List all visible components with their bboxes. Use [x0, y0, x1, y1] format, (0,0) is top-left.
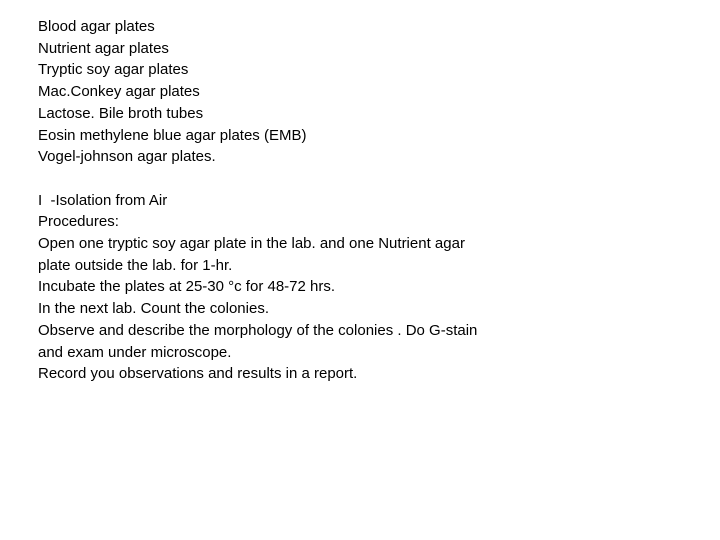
procedure-line: plate outside the lab. for 1-hr. [38, 256, 233, 274]
slide-content [38, 16, 678, 385]
procedure-line: Observe and describe the morphology of the colonies . Do G-stain [38, 321, 478, 339]
procedure-line: In the next lab. Count the colonies. [38, 300, 269, 318]
procedure-line: Incubate the plates at 25-30 °c for 48-72 hrs. [38, 278, 336, 296]
materials-item: Blood agar plates [38, 18, 155, 35]
materials-item: Eosin methylene blue agar plates (EMB) [38, 126, 307, 144]
isolation-section [38, 190, 678, 385]
materials-list [38, 16, 678, 168]
procedures-label: Procedures: [38, 213, 119, 231]
blank-line [38, 168, 678, 190]
materials-item: Mac.Conkey agar plates [38, 83, 200, 101]
procedure-line: and exam under microscope. [38, 343, 232, 361]
materials-item: Nutrient agar plates [38, 39, 169, 57]
section-heading: I -Isolation from Air [38, 191, 168, 209]
materials-item: Lactose. Bile broth tubes [38, 104, 204, 122]
materials-item: Vogel-johnson agar plates. [38, 148, 216, 166]
materials-item: Tryptic soy agar plates [38, 61, 189, 79]
procedure-line: Open one tryptic soy agar plate in the lab. and one Nutrient agar [38, 235, 465, 253]
procedure-line: Record you observations and results in a report. [38, 365, 358, 383]
